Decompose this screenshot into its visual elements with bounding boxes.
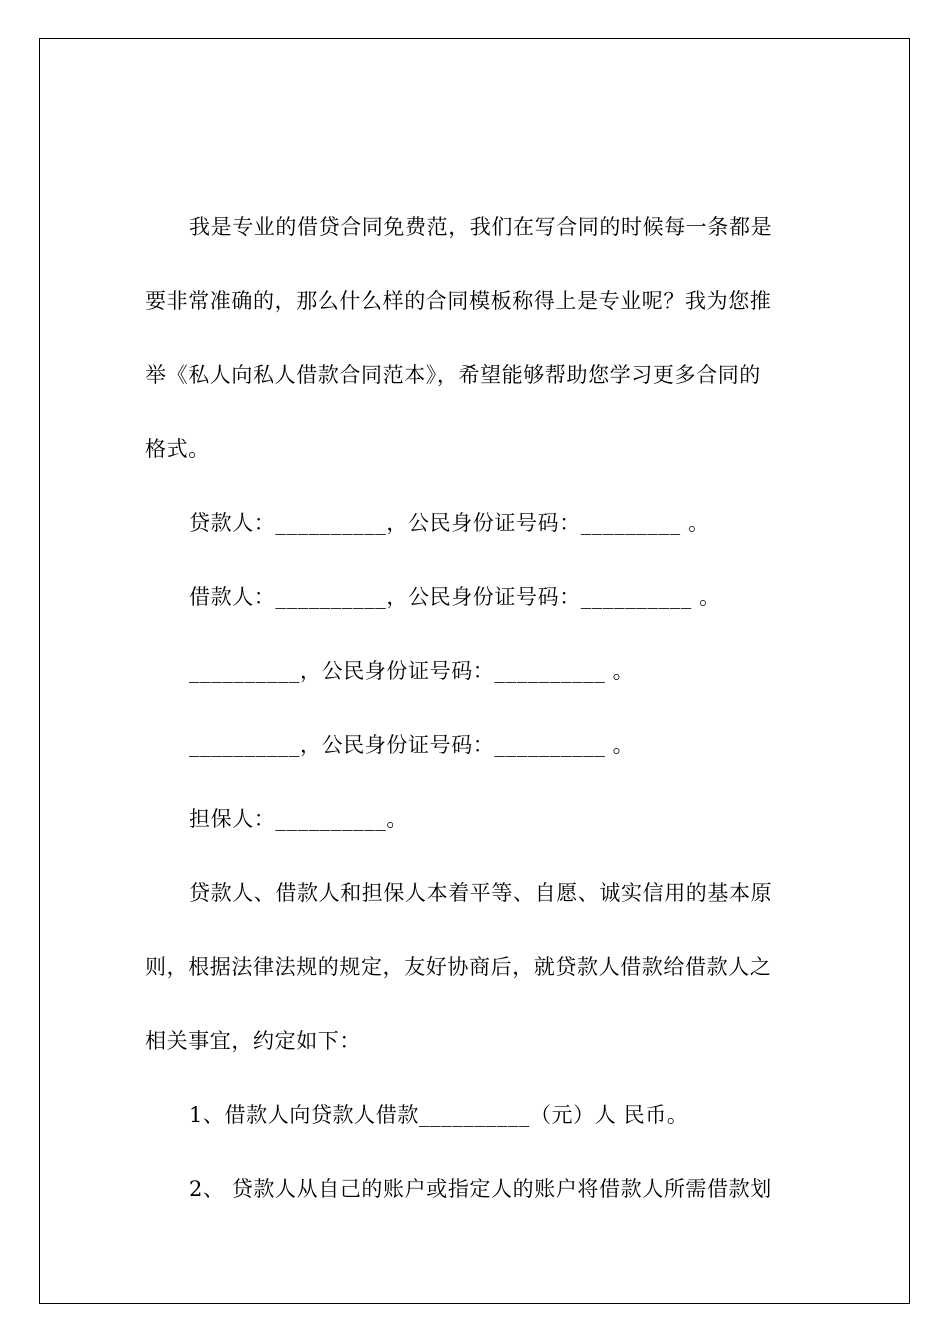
guarantor-line: 担保人：__________。 [189, 807, 408, 831]
clause-2: 2、 贷款人从自己的账户或指定人的账户将借款人所需借款划 [189, 1177, 772, 1201]
intro-line-2: 要非常准确的，那么什么样的合同模板称得上是专业呢？我为您推 [145, 289, 772, 313]
party-line-2: __________，公民身份证号码：__________ 。 [189, 733, 635, 757]
preamble-line-3: 相关事宜，约定如下： [145, 1029, 361, 1053]
intro-line-4: 格式。 [145, 437, 210, 461]
party-line-1: __________，公民身份证号码：__________ 。 [189, 659, 635, 683]
preamble-line-2: 则，根据法律法规的规定，友好协商后，就贷款人借款给借款人之 [145, 955, 772, 979]
borrower-line: 借款人：__________，公民身份证号码：__________ 。 [189, 585, 721, 609]
preamble-line-1: 贷款人、借款人和担保人本着平等、自愿、诚实信用的基本原 [189, 881, 773, 905]
document-body [145, 190, 795, 1226]
intro-line-3: 举《私人向私人借款合同范本》，希望能够帮助您学习更多合同的 [145, 363, 761, 387]
clause-1: 1、借款人向贷款人借款__________（元）人 民币。 [189, 1103, 689, 1127]
lender-line: 贷款人：__________，公民身份证号码：_________ 。 [189, 511, 710, 535]
intro-line-1: 我是专业的借贷合同免费范，我们在写合同的时候每一条都是 [189, 215, 773, 239]
